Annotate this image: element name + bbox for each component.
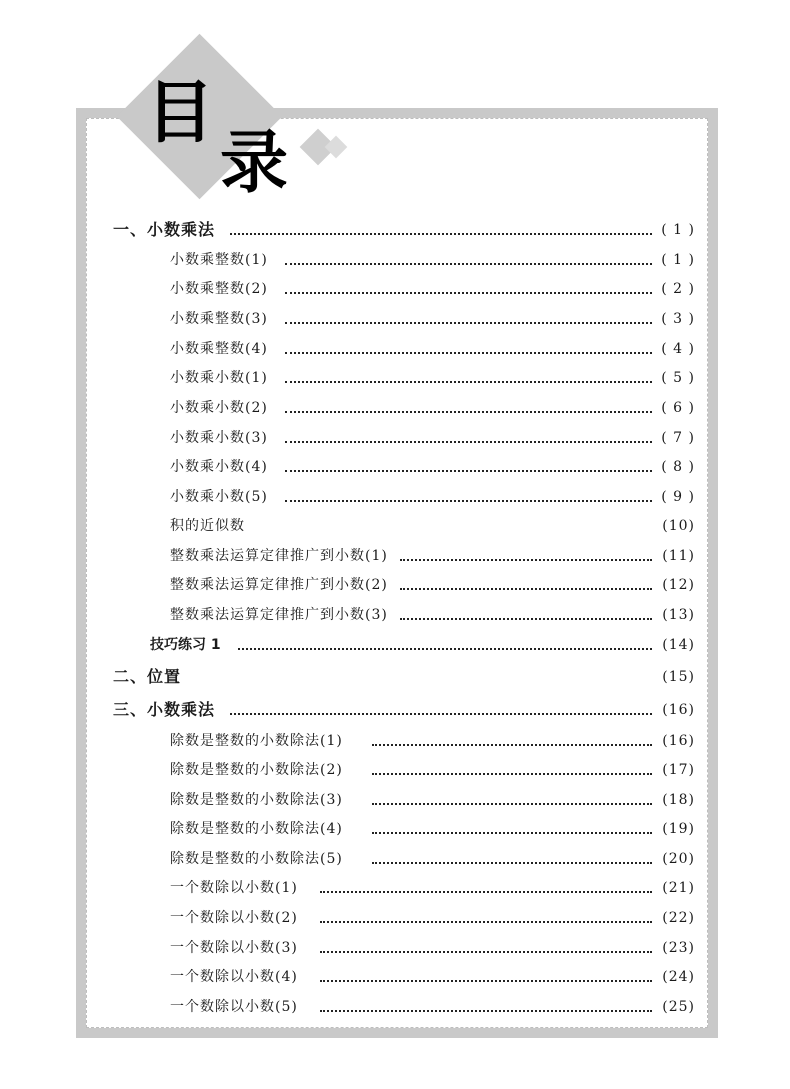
dot-leader	[372, 744, 652, 746]
toc-section-2[interactable]	[0, 665, 790, 689]
toc-label: 三、小数乘法	[113, 698, 219, 722]
toc-label: 小数乘整数(2)	[170, 277, 272, 301]
toc-label: 一个数除以小数(1)	[170, 876, 302, 900]
toc-item[interactable]	[0, 396, 790, 420]
dot-leader	[285, 500, 652, 502]
toc-label: 一个数除以小数(3)	[170, 936, 302, 960]
dot-leader	[238, 648, 652, 650]
toc-item[interactable]	[0, 514, 790, 538]
toc-label: 小数乘整数(3)	[170, 307, 272, 331]
dot-leader	[320, 891, 652, 893]
toc-item[interactable]	[0, 337, 790, 361]
dot-leader	[285, 441, 652, 443]
toc-page-number: (12)	[662, 577, 695, 593]
toc-item[interactable]	[0, 847, 790, 871]
toc-label: 整数乘法运算定律推广到小数(2)	[170, 573, 392, 597]
title-char-1: 目	[146, 74, 215, 153]
dot-leader	[320, 980, 652, 982]
dot-leader	[320, 951, 652, 953]
dot-leader	[320, 1010, 652, 1012]
dot-leader	[320, 921, 652, 923]
toc-item[interactable]	[0, 788, 790, 812]
dot-leader	[285, 381, 652, 383]
toc-item[interactable]	[0, 277, 790, 301]
toc-item[interactable]	[0, 544, 790, 568]
toc-label: 除数是整数的小数除法(2)	[170, 758, 347, 782]
toc-label: 一、小数乘法	[113, 218, 219, 242]
toc-item[interactable]	[0, 758, 790, 782]
dot-leader	[285, 263, 652, 265]
toc-item[interactable]	[0, 876, 790, 900]
toc-item[interactable]	[0, 455, 790, 479]
toc-page-number: (19)	[662, 821, 695, 837]
toc-item[interactable]	[0, 307, 790, 331]
dot-leader	[230, 713, 652, 715]
toc-item[interactable]	[0, 426, 790, 450]
dot-leader	[400, 618, 652, 620]
toc-label: 小数乘小数(1)	[170, 366, 272, 390]
toc-page-number: (11)	[662, 548, 695, 564]
toc-page-number: ( 2 )	[661, 281, 695, 297]
toc-item[interactable]	[0, 603, 790, 627]
toc-item[interactable]	[0, 817, 790, 841]
dot-leader	[285, 322, 652, 324]
toc-page-number: (21)	[662, 880, 695, 896]
toc-page-number: (17)	[662, 762, 695, 778]
dot-leader	[285, 470, 652, 472]
toc-page-number: (18)	[662, 792, 695, 808]
toc-page-number: ( 4 )	[661, 341, 695, 357]
toc-page-number: ( 6 )	[661, 400, 695, 416]
dot-leader	[400, 588, 652, 590]
toc-section-3[interactable]	[0, 698, 790, 722]
toc-item[interactable]	[0, 936, 790, 960]
toc-item[interactable]	[0, 248, 790, 272]
toc-label: 除数是整数的小数除法(4)	[170, 817, 347, 841]
toc-label: 小数乘小数(3)	[170, 426, 272, 450]
toc-item[interactable]	[0, 366, 790, 390]
toc-label: 小数乘小数(2)	[170, 396, 272, 420]
toc-label: 小数乘整数(4)	[170, 337, 272, 361]
toc-page-number: ( 1 )	[661, 252, 695, 268]
toc-page-number: (15)	[662, 669, 695, 685]
toc-label: 除数是整数的小数除法(5)	[170, 847, 347, 871]
toc-label: 一个数除以小数(5)	[170, 995, 302, 1019]
toc-page-number: ( 5 )	[661, 370, 695, 386]
toc-page-number: (23)	[662, 940, 695, 956]
toc-item[interactable]	[0, 729, 790, 753]
toc-page-number: ( 3 )	[661, 311, 695, 327]
toc-page-number: (16)	[662, 702, 695, 718]
toc-page-number: ( 9 )	[661, 489, 695, 505]
toc-label: 一个数除以小数(4)	[170, 965, 302, 989]
dot-leader	[372, 862, 652, 864]
dot-leader	[400, 559, 652, 561]
toc-label: 小数乘小数(4)	[170, 455, 272, 479]
toc-label: 小数乘整数(1)	[170, 248, 272, 272]
toc-label: 积的近似数	[170, 514, 249, 538]
toc-page-number: ( 1 )	[661, 222, 695, 238]
toc-page-number: (14)	[662, 637, 695, 653]
toc-page-number: (16)	[662, 733, 695, 749]
dot-leader	[372, 803, 652, 805]
toc-label: 一个数除以小数(2)	[170, 906, 302, 930]
toc-page-number: (13)	[662, 607, 695, 623]
toc-label: 二、位置	[113, 665, 185, 689]
dot-leader	[285, 411, 652, 413]
dot-leader	[372, 773, 652, 775]
toc-page-number: (22)	[662, 910, 695, 926]
dot-leader	[285, 352, 652, 354]
toc-label: 整数乘法运算定律推广到小数(3)	[170, 603, 392, 627]
dot-leader	[285, 292, 652, 294]
toc-label: 除数是整数的小数除法(3)	[170, 788, 347, 812]
dot-leader	[230, 233, 652, 235]
toc-section-1[interactable]	[0, 218, 790, 242]
toc-page-number: (10)	[662, 518, 695, 534]
toc-item[interactable]	[0, 965, 790, 989]
toc-item[interactable]	[0, 906, 790, 930]
toc-page-number: ( 7 )	[661, 430, 695, 446]
toc-label: 除数是整数的小数除法(1)	[170, 729, 347, 753]
title-char-2: 录	[220, 124, 289, 203]
toc-page-number: (20)	[662, 851, 695, 867]
toc-item[interactable]	[0, 995, 790, 1019]
toc-item[interactable]	[0, 633, 790, 657]
dot-leader	[372, 832, 652, 834]
toc-label: 小数乘小数(5)	[170, 485, 272, 509]
toc-item[interactable]	[0, 485, 790, 509]
toc-label: 整数乘法运算定律推广到小数(1)	[170, 544, 392, 568]
toc-page-number: (24)	[662, 969, 695, 985]
toc-page-number: ( 8 )	[661, 459, 695, 475]
toc-page-number: (25)	[662, 999, 695, 1015]
toc-label: 技巧练习 1	[150, 633, 225, 657]
toc-item[interactable]	[0, 573, 790, 597]
